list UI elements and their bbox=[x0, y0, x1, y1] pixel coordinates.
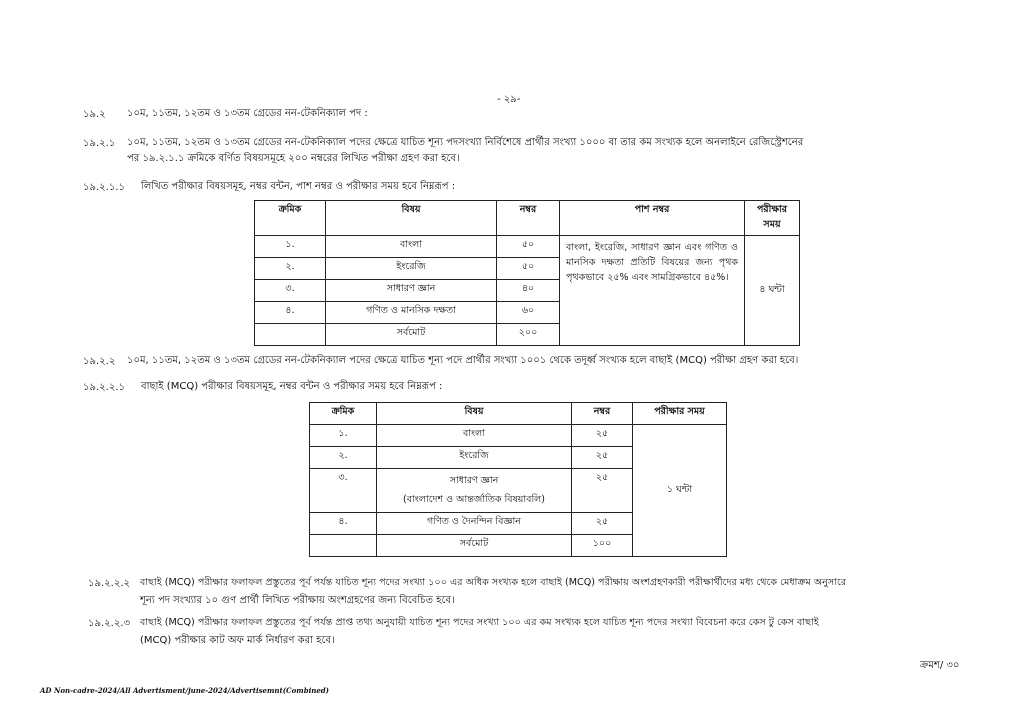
paragraph-line: বাছাই (MCQ) পরীক্ষার ফলাফল প্রস্তুতের পূর্ব পর্যন্ত প্রাপ্ত তথ্য অনুযায়ী যাচিত শূন্য পদের সংখ্যা ১০০ এর কম সংখ্যক হলে যাচিত শূন্য পদের সংখ্যা বিবেচনা করে কেস টু কেস বাছাই bbox=[140, 617, 819, 628]
section-heading: ১০ম, ১১তম, ১২তম ও ১৩তম গ্রেডের নন-টেকনিক্যাল পদ : bbox=[127, 108, 368, 119]
paragraph-line: ১০ম, ১১তম, ১২তম ও ১৩তম গ্রেডের নন-টেকনিক্যাল পদের ক্ষেত্রে যাচিত শূন্য পদে প্রার্থীর সংখ্যা ১০০১ থেকে তদূর্ধ্ব সংখ্যক হলে বাছাই (MCQ) পরীক্ষা গ্রহণ করা হবে। bbox=[127, 355, 799, 366]
table-header: ক্রমিক bbox=[255, 201, 326, 236]
marks-cell: ৫০ bbox=[497, 236, 560, 258]
table-header: পাশ নম্বর bbox=[560, 201, 745, 236]
exam-time-cell: ১ ঘন্টা bbox=[633, 425, 727, 557]
total-marks-cell: ১০০ bbox=[572, 535, 633, 557]
marks-cell: ৬০ bbox=[497, 302, 560, 324]
serial-cell: ১. bbox=[255, 236, 326, 258]
section-number: ১৯.২.২.১ bbox=[83, 382, 126, 393]
table-header: নম্বর bbox=[572, 403, 633, 425]
marks-cell: ২৫ bbox=[572, 513, 633, 535]
total-label-cell: সর্বমোট bbox=[377, 535, 572, 557]
marks-cell: ৪০ bbox=[497, 280, 560, 302]
serial-cell: ২. bbox=[255, 258, 326, 280]
section-number: ১৯.২.১.১ bbox=[83, 182, 125, 193]
paragraph-line: বাছাই (MCQ) পরীক্ষার ফলাফল প্রস্তুতের পূর্ব পর্যন্ত যাচিত শূন্য পদের সংখ্যা ১০০ এর অধিক সংখ্যক হলে বাছাই (MCQ) পরীক্ষায় অংশগ্রহণকারী পরীক্ষার্থীদের মধ্য থেকে মেধাক্রম অনুসারে bbox=[140, 577, 847, 588]
subject-cell: ইংরেজি bbox=[326, 258, 497, 280]
subject-cell: সাধারণ জ্ঞান bbox=[326, 280, 497, 302]
table-header: পরীক্ষার সময় bbox=[745, 201, 800, 236]
table-row bbox=[255, 236, 800, 258]
subject-cell bbox=[377, 469, 572, 513]
serial-cell: ২. bbox=[310, 447, 377, 469]
marks-cell: ২৫ bbox=[572, 425, 633, 447]
table-header: নম্বর bbox=[497, 201, 560, 236]
subject-cell: বাংলা bbox=[326, 236, 497, 258]
table-header: ক্রমিক bbox=[310, 403, 377, 425]
paragraph-line: শূন্য পদ সংখ্যার ১০ গুণ প্রার্থী লিখিত পরীক্ষায় অংশগ্রহণের জন্য বিবেচিত হবে। bbox=[140, 595, 455, 606]
subject-subline: (বাংলাদেশ ও আন্তর্জাতিক বিষয়াবলি) bbox=[403, 494, 545, 505]
serial-cell: ৩. bbox=[310, 469, 377, 513]
subject-cell: বাংলা bbox=[377, 425, 572, 447]
pass-marks-cell: বাংলা, ইংরেজি, সাধারণ জ্ঞান এবং গণিত ও মানসিক দক্ষতা প্রতিটি বিষয়ের জন্য পৃথক পৃথকভাবে ২৫% এবং সামগ্রিকভাবে ৪৫%। bbox=[560, 236, 745, 346]
exam-time-cell: ৪ ঘন্টা bbox=[745, 236, 800, 346]
total-marks-cell: ২০০ bbox=[497, 324, 560, 346]
serial-cell: ৪. bbox=[255, 302, 326, 324]
section-number: ১৯.২.২.২ bbox=[88, 578, 131, 589]
page-number: - ২৯- bbox=[497, 94, 521, 105]
continued-label: ক্রমশ/ ৩০ bbox=[920, 660, 960, 671]
paragraph-line: ১০ম, ১১তম, ১২তম ও ১৩তম গ্রেডের নন-টেকনিক্যাল পদের ক্ষেত্রে যাচিত শূন্য পদসংখ্যা নির্বিশেষে প্রার্থীর সংখ্যা ১০০০ বা তার কম সংখ্যক হলে অনলাইনে রেজিস্ট্রেশনের bbox=[127, 137, 804, 148]
serial-cell bbox=[310, 535, 377, 557]
paragraph-line: (MCQ) পরীক্ষার কাট অফ মার্ক নির্ধারণ করা হবে। bbox=[140, 635, 335, 646]
table-header: পরীক্ষার সময় bbox=[633, 403, 727, 425]
subject-cell: গণিত ও দৈনন্দিন বিজ্ঞান bbox=[377, 513, 572, 535]
paragraph-line: লিখিত পরীক্ষার বিষয়সমূহ, নম্বর বন্টন, পাশ নম্বর ও পরীক্ষার সময় হবে নিম্নরূপ : bbox=[141, 181, 456, 192]
paragraph-line: বাছাই (MCQ) পরীক্ষার বিষয়সমূহ, নম্বর বন্টন ও পরীক্ষার সময় হবে নিম্নরূপ : bbox=[141, 381, 443, 392]
subject-cell: গণিত ও মানসিক দক্ষতা bbox=[326, 302, 497, 324]
serial-cell: ৪. bbox=[310, 513, 377, 535]
written-exam-table bbox=[254, 200, 800, 346]
marks-cell: ২৫ bbox=[572, 469, 633, 513]
section-number: ১৯.২ bbox=[83, 109, 106, 120]
paragraph-line: পর ১৯.২.১.১ ক্রমিকে বর্ণিত বিষয়সমূহে ২০০ নম্বরের লিখিত পরীক্ষা গ্রহণ করা হবে। bbox=[127, 153, 460, 164]
marks-cell: ৫০ bbox=[497, 258, 560, 280]
subject-line: সাধারণ জ্ঞান bbox=[449, 475, 499, 486]
table-row bbox=[310, 425, 727, 447]
table-header: বিষয় bbox=[326, 201, 497, 236]
section-number: ১৯.২.২ bbox=[83, 356, 116, 367]
serial-cell bbox=[255, 324, 326, 346]
serial-cell: ৩. bbox=[255, 280, 326, 302]
section-number: ১৯.২.২.৩ bbox=[88, 618, 131, 629]
section-number: ১৯.২.১ bbox=[83, 138, 116, 149]
footer-path: AD Non-cadre-2024/All Advertisment/june-2024/Advertisemnt(Combined) bbox=[40, 686, 329, 695]
subject-cell: ইংরেজি bbox=[377, 447, 572, 469]
table-header: বিষয় bbox=[377, 403, 572, 425]
mcq-exam-table bbox=[309, 402, 727, 557]
total-label-cell: সর্বমোট bbox=[326, 324, 497, 346]
marks-cell: ২৫ bbox=[572, 447, 633, 469]
serial-cell: ১. bbox=[310, 425, 377, 447]
